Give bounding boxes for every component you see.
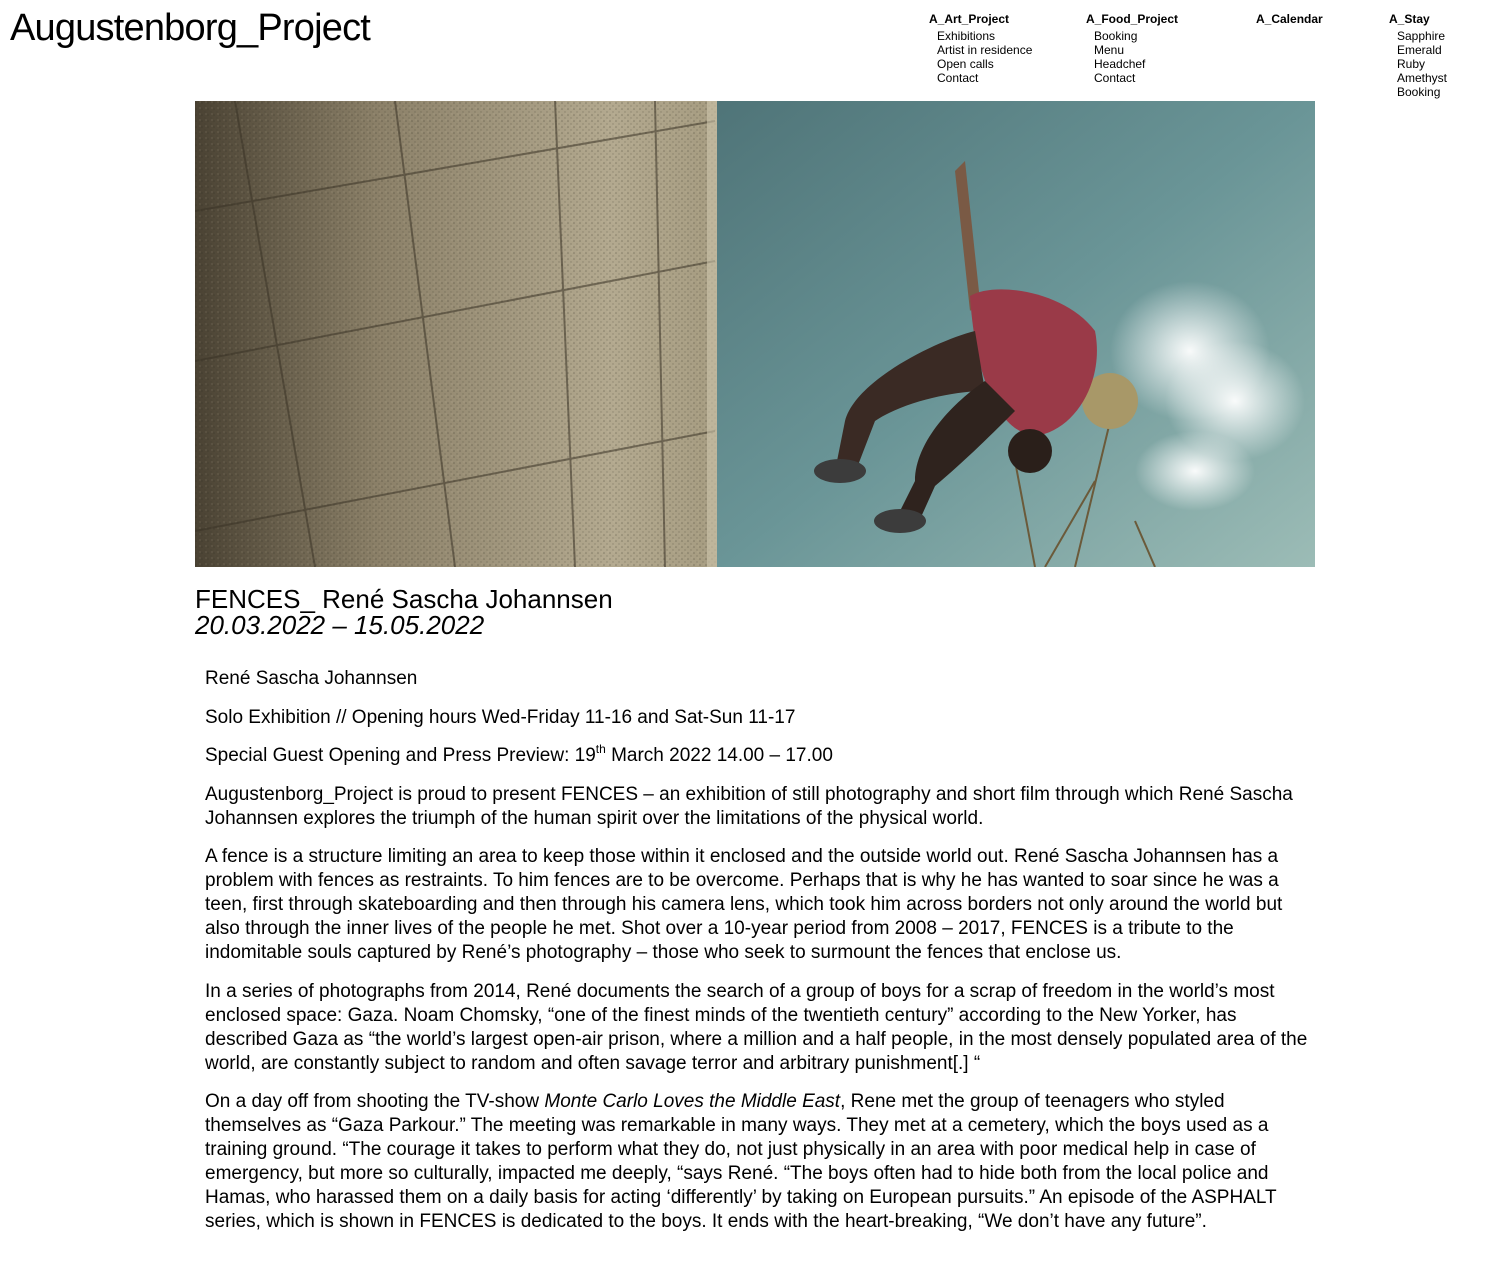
nav-food-project[interactable]: A_Food_Project [1086, 12, 1179, 26]
nav-exhibitions[interactable]: Exhibitions [937, 29, 996, 43]
nav-calendar[interactable]: A_Calendar [1256, 12, 1323, 26]
press-preview-sup: th [595, 742, 606, 756]
nav-art-project[interactable]: A_Art_Project [929, 12, 1010, 26]
press-preview-suffix: March 2022 14.00 – 17.00 [605, 745, 833, 766]
exhibition-description [205, 667, 1310, 1249]
site-logo[interactable]: Augustenborg_Project [10, 7, 371, 49]
nav-art-contact[interactable]: Contact [937, 71, 979, 85]
nav-group-food [1086, 12, 1178, 85]
press-preview [205, 744, 1310, 768]
nav-group-calendar [1256, 12, 1323, 29]
para4-prefix: On a day off from shooting the TV-show [205, 1091, 545, 1112]
nav-amethyst[interactable]: Amethyst [1397, 71, 1448, 85]
nav-sapphire[interactable]: Sapphire [1397, 29, 1446, 43]
para4-suffix: , Rene met the group of teenagers who styled themselves as “Gaza Parkour.” The meeting was remarkable in many ways. They met at a cemetery, which the boys used as a training ground. “The courage it takes to perform what they do, not just physically in an area with poor medical help in case of emergency, but more so culturally, impacted me deeply, “says René. “The boys often had to hide both from the local police and Hamas, who harassed them on a daily basis for acting ‘differently’ by taking on European pursuits.” An episode of the ASPHALT series, which is shown in FENCES is dedicated to the boys. It ends with the heart-breaking, “We don’t have any future”. [205, 1091, 1277, 1232]
paragraph-intro: Augustenborg_Project is proud to present FENCES – an exhibition of still photography and short film through which René Sascha Johannsen explores the triumph of the human spirit over the limitations of the physical world. [205, 783, 1293, 829]
exhibition-dates: 20.03.2022 – 15.05.2022 [195, 610, 485, 640]
opening-hours: Solo Exhibition // Opening hours Wed-Friday 11-16 and Sat-Sun 11-17 [205, 706, 796, 728]
paragraph-parkour [205, 1090, 1310, 1234]
nav-group-art [929, 12, 1032, 85]
nav-food-contact[interactable]: Contact [1094, 71, 1136, 85]
nav-open-calls[interactable]: Open calls [937, 57, 994, 71]
tv-show-title: Monte Carlo Loves the Middle East [544, 1091, 841, 1112]
paragraph-gaza: In a series of photographs from 2014, René documents the search of a group of boys for a scrap of freedom in the world’s most enclosed space: Gaza. Noam Chomsky, “one of the finest minds of the twentieth century” according to the New Yorker, has described Gaza as “the world’s largest open-air prison, where a million and a half people, in the most densely populated area of the world, are constantly subject to random and often savage terror and arbitrary punishment[.] “ [205, 980, 1308, 1074]
nav-headchef[interactable]: Headchef [1094, 57, 1146, 71]
photo-parkour-jump-icon [195, 101, 1315, 567]
nav-group-stay [1389, 12, 1447, 99]
artist-name: René Sascha Johannsen [205, 668, 418, 689]
nav-menu[interactable]: Menu [1094, 43, 1125, 57]
nav-stay-booking[interactable]: Booking [1397, 85, 1441, 99]
nav-emerald[interactable]: Emerald [1397, 43, 1442, 57]
nav-stay[interactable]: A_Stay [1389, 12, 1430, 26]
nav-food-booking[interactable]: Booking [1094, 29, 1138, 43]
nav-ruby[interactable]: Ruby [1397, 57, 1426, 71]
nav-artist-in-residence[interactable]: Artist in residence [937, 43, 1033, 57]
paragraph-fence: A fence is a structure limiting an area to keep those within it enclosed and the outside world out. René Sascha Johannsen has a problem with fences as restraints. To him fences are to be overcome. Perhaps that is why he has wanted to soar since he was a teen, first through skateboarding and then through his camera lens, which took him across borders not only around the world but also through the inner lives of the people he met. Shot over a 10-year period from 2008 – 2017, FENCES is a tribute to the indomitable souls captured by René’s photography – those who seek to surmount the fences that enclose us. [205, 846, 1283, 963]
press-preview-prefix: Special Guest Opening and Press Preview: 19 [205, 745, 596, 766]
exhibition-title: FENCES_ René Sascha Johannsen [195, 584, 613, 614]
hero-image [195, 101, 1315, 567]
